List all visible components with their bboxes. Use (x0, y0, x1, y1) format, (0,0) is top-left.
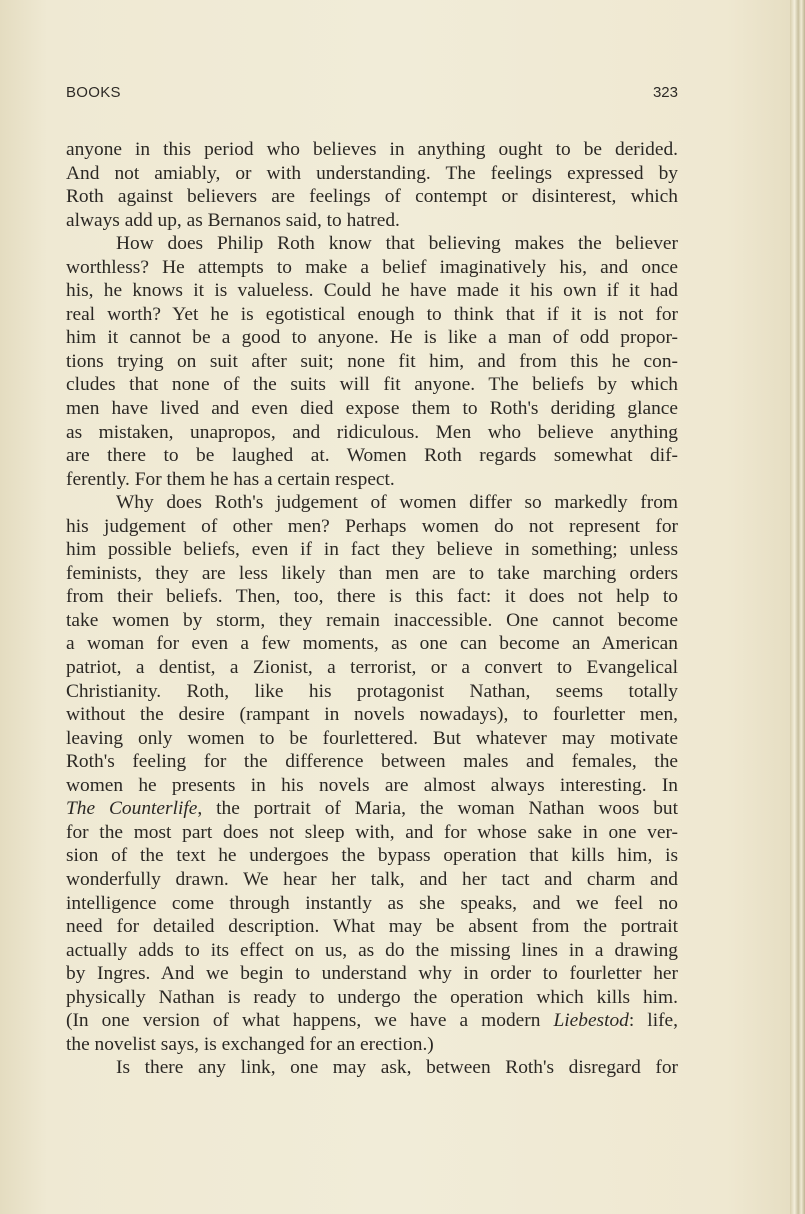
text-line: leaving only women to be fourlettered. But whatever may motivate (66, 727, 678, 749)
text-line: women he presents in his novels are almost always interesting. In (66, 774, 678, 796)
text-line: wonderfully drawn. We hear her talk, and her tact and charm and (66, 868, 678, 890)
text-line: always add up, as Bernanos said, to hatred. (66, 209, 400, 231)
text-line: his judgement of other men? Perhaps women do not represent for (66, 515, 678, 537)
text-line: him it cannot be a good to anyone. He is like a man of odd propor- (66, 327, 678, 349)
text-line: his, he knows it is valueless. Could he have made it his own if it had (66, 280, 678, 302)
text-run: , the portrait of Maria, the woman Nathan woos but (197, 798, 678, 820)
page-edge (790, 0, 805, 1214)
text-line: Is there any link, one may ask, between Roth's disregard for (116, 1057, 678, 1079)
running-head (66, 84, 678, 106)
text-line: sion of the text he undergoes the bypass operation that kills him, is (66, 845, 678, 867)
text-line (66, 1009, 678, 1033)
text-line: without the desire (rampant in novels nowadays), to fourletter men, (66, 704, 678, 726)
text-line: worthless? He attempts to make a belief imaginatively his, and once (66, 256, 678, 278)
text-run: (In one version of what happens, we have a modern (66, 1010, 554, 1032)
text-line: feminists, they are less likely than men are to take marching orders (66, 562, 678, 584)
text-line: a woman for even a few moments, as one can become an American (66, 633, 678, 655)
text-line: Christianity. Roth, like his protagonist Nathan, seems totally (66, 680, 678, 702)
text-line: And not amiably, or with understanding. The feelings expressed by (66, 162, 678, 184)
text-line: Roth's feeling for the difference between males and females, the (66, 751, 678, 773)
italic-title: Liebestod (553, 1010, 629, 1032)
text-line: for the most part does not sleep with, and for whose sake in one ver- (66, 821, 678, 843)
page-number: 323 (652, 84, 678, 101)
body-text (66, 138, 678, 1080)
text-line: tions trying on suit after suit; none fit him, and from this he con- (66, 350, 678, 372)
text-line: men have lived and even died expose them to Roth's deriding glance (66, 398, 678, 420)
text-line: anyone in this period who believes in anything ought to be derided. (66, 139, 678, 160)
text-line: intelligence come through instantly as she speaks, and we feel no (66, 892, 678, 914)
text-line: as mistaken, unapropos, and ridiculous. Men who believe anything (66, 421, 678, 443)
text-line: Roth against believers are feelings of contempt or disinterest, which (66, 186, 678, 208)
text-line: real worth? Yet he is egotistical enough to think that if it is not for (66, 303, 678, 325)
text-line: take women by storm, they remain inaccessible. One cannot become (66, 609, 678, 631)
text-line: physically Nathan is ready to undergo the operation which kills him. (66, 986, 678, 1008)
text-line: How does Philip Roth know that believing makes the believer (116, 233, 678, 255)
text-line: are there to be laughed at. Women Roth regards somewhat dif- (66, 445, 678, 467)
text-line: patriot, a dentist, a Zionist, a terrorist, or a convert to Evangelical (66, 657, 678, 679)
text-line: actually adds to its effect on us, as do the missing lines in a drawing (66, 939, 678, 961)
italic-title: The Counterlife (66, 798, 198, 820)
section-title: BOOKS (66, 84, 121, 101)
text-line: from their beliefs. Then, too, there is this fact: it does not help to (66, 586, 678, 608)
text-line: the novelist says, is exchanged for an erection.) (66, 1033, 434, 1055)
text-line: ferently. For them he has a certain respect. (66, 468, 395, 490)
text-line: need for detailed description. What may be absent from the portrait (66, 916, 678, 938)
text-line: cludes that none of the suits will fit anyone. The beliefs by which (66, 374, 678, 396)
text-line: him possible beliefs, even if in fact they believe in something; unless (66, 539, 678, 561)
text-line: by Ingres. And we begin to understand why in order to fourletter her (66, 963, 678, 985)
text-line: Why does Roth's judgement of women differ so markedly from (116, 492, 678, 514)
text-line (66, 797, 678, 821)
text-run: : life, (628, 1010, 678, 1032)
